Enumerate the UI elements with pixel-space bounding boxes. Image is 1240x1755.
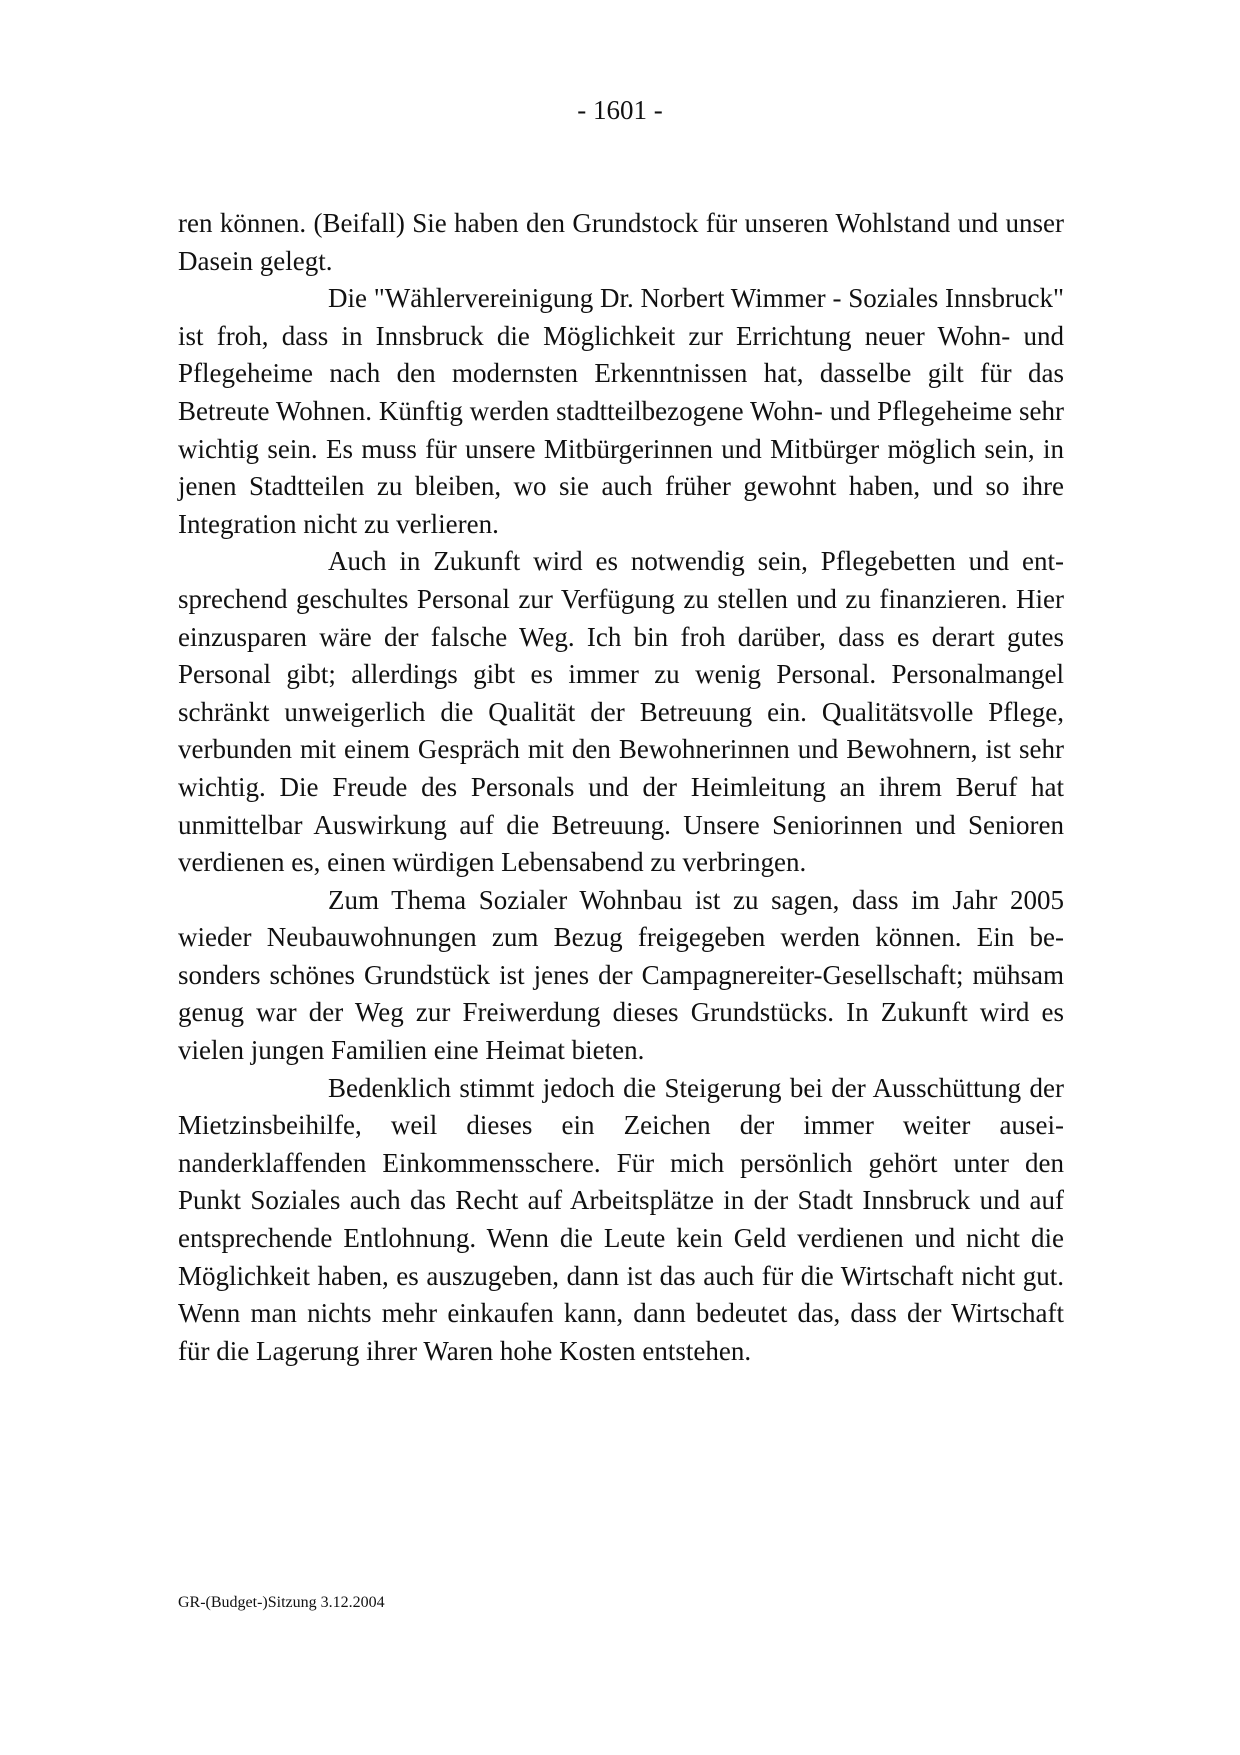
paragraph-continuation: ren können. (Beifall) Sie haben den Grundstock für unseren Wohlstand und unser Dasein gelegt. (178, 208, 1064, 276)
paragraph: Auch in Zukunft wird es notwendig sein, Pflegebetten und entsprechend geschultes Personal zur Verfügung zu stellen und zu finanzieren. Hier einzusparen wäre der falsche Weg. Ich bin froh darüber, dass es derart gutes Personal gibt; allerdings gibt es immer zu wenig Personal. Personalmangel schränkt unweigerlich die Qualität der Betreuung ein. Qualitätsvolle Pflege, verbunden mit einem Gespräch mit den Bewohnerinnen und Bewohnern, ist sehr wichtig. Die Freude des Personals und der Heimleitung an ihrem Beruf hat unmittelbar Auswirkung auf die Betreuung. Unsere Seniorinnen und Senioren verdienen es, einen würdigen Lebensabend zu verbringen. (178, 546, 1064, 878)
paragraph: Bedenklich stimmt jedoch die Steigerung bei der Ausschüttung der Mietzinsbeihilfe, weil dieses ein Zeichen der immer weiter auseinanderklaffenden Einkommensschere. Für mich persönlich gehört unter den Punkt Soziales auch das Recht auf Arbeitsplätze in der Stadt Innsbruck und auf entsprechende Entlohnung. Wenn die Leute kein Geld verdienen und nicht die Möglichkeit haben, es auszugeben, dann ist das auch für die Wirtschaft nicht gut. Wenn man nichts mehr einkaufen kann, dann bedeutet das, dass der Wirtschaft für die Lagerung ihrer Waren hohe Kosten entstehen. (178, 1072, 1064, 1366)
paragraph: Die "Wählervereinigung Dr. Norbert Wimmer - Soziales Innsbruck" ist froh, dass in Innsbruck die Möglichkeit zur Errichtung neuer Wohn- und Pflegeheime nach den modernsten Erkenntnissen hat, dasselbe gilt für das Betreute Wohnen. Künftig werden stadtteilbezogene Wohn- und Pflegeheime sehr wichtig sein. Es muss für unsere Mitbürgerinnen und Mitbürger möglich sein, in jenen Stadtteilen zu bleiben, wo sie auch früher gewohnt haben, und so ihre Integration nicht zu verlieren. (178, 283, 1064, 539)
page-number: - 1601 - (577, 95, 663, 125)
document-body (178, 205, 1064, 1370)
paragraph: Zum Thema Sozialer Wohnbau ist zu sagen, dass im Jahr 2005 wieder Neubauwohnungen zum Bezug freigegeben werden können. Ein besonders schönes Grundstück ist jenes der Campagnereiter-Gesellschaft; mühsam genug war der Weg zur Freiwerdung dieses Grundstücks. In Zukunft wird es vielen jungen Familien eine Heimat bieten. (178, 884, 1064, 1066)
page-footer: GR-(Budget-)Sitzung 3.12.2004 (178, 1594, 385, 1611)
